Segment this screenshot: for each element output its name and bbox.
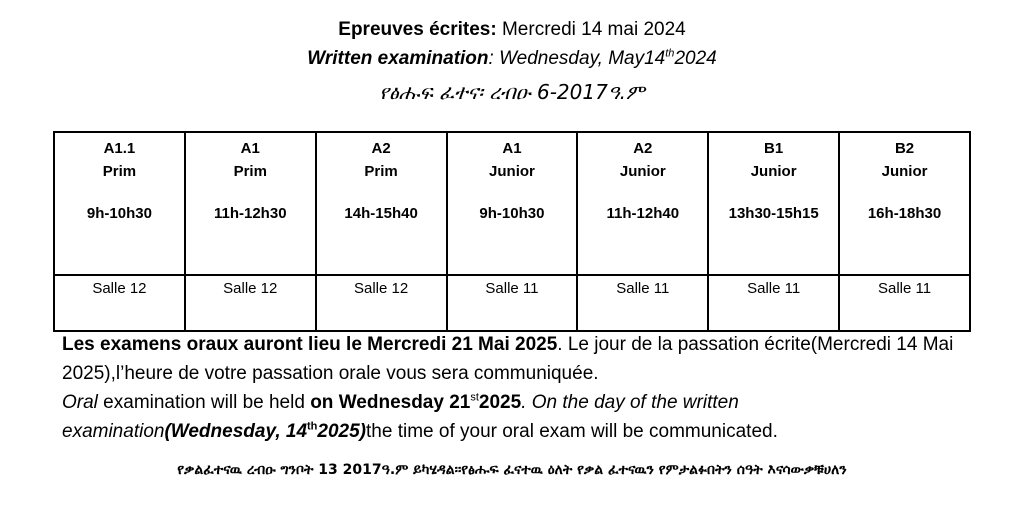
- cell-group: Prim: [364, 163, 398, 180]
- cell-level: A2: [633, 140, 653, 157]
- schedule-cell: [316, 132, 447, 275]
- notice-french-rest: . Le jour de la passation écrite(Mercredi 14 Mai 2025),l’heure de votre passation orale vous sera communiquée.: [62, 334, 954, 384]
- header-french-date: Mercredi 14 mai 2024: [496, 19, 686, 40]
- header-english: [0, 47, 1024, 71]
- notice-english-oral: Oral: [62, 392, 98, 413]
- room-cell: Salle 11: [447, 275, 578, 331]
- room-cell: Salle 11: [708, 275, 839, 331]
- schedule-cell: [577, 132, 708, 275]
- schedule-room-row: [54, 275, 970, 331]
- notice-english-end: the time of your oral exam will be communicated.: [366, 421, 778, 442]
- header-amharic: የፅሑፍ ፈተና፡ ረብዑ 6-2017ዓ.ም: [379, 80, 645, 104]
- room-cell: Salle 12: [54, 275, 185, 331]
- header-english-date: : Wednesday, May14: [488, 48, 666, 69]
- notice-english-mid: examination will be held: [97, 392, 311, 413]
- cell-group: Junior: [489, 163, 535, 180]
- schedule-cell: [54, 132, 185, 275]
- cell-level: A1.1: [103, 140, 136, 157]
- room-cell: Salle 11: [839, 275, 970, 331]
- room-cell: Salle 11: [577, 275, 708, 331]
- cell-level: A2: [371, 140, 391, 157]
- notice-english-mid2: . On the day of the written examination: [62, 392, 739, 442]
- room-cell: Salle 12: [185, 275, 316, 331]
- cell-group: Prim: [233, 163, 267, 180]
- cell-level: A1: [502, 140, 522, 157]
- cell-time: 13h30-15h15: [728, 205, 819, 222]
- cell-time: 16h-18h30: [867, 205, 942, 222]
- cell-level: B2: [894, 140, 915, 157]
- header-english-year: 2024: [674, 48, 717, 69]
- cell-time: 11h-12h40: [606, 205, 680, 222]
- notice-french-bold: Les examens oraux auront lieu le Mercredi 21 Mai 2025: [62, 334, 558, 355]
- notice-english-sup-b: th: [307, 420, 318, 433]
- header-french: [0, 18, 1024, 42]
- notice-english-sup-a: st: [470, 391, 479, 404]
- header-french-label: Epreuves écrites:: [338, 19, 497, 40]
- schedule-top-row: [54, 132, 970, 275]
- schedule-cell: [839, 132, 970, 275]
- cell-group: Junior: [750, 163, 797, 180]
- notice-english-written-b: 2025): [317, 421, 367, 442]
- cell-level: B1: [764, 140, 784, 157]
- room-cell: Salle 12: [316, 275, 447, 331]
- header-english-sup: th: [665, 47, 675, 60]
- schedule-cell: [708, 132, 839, 275]
- cell-time: 9h-10h30: [479, 205, 545, 222]
- cell-time: 11h-12h30: [213, 205, 287, 222]
- amharic-note: የቃልፈተናዉ ረብዑ ግንቦት 13 2017ዓ.ም ይካሄዳል፡፡የፅሑፍ ፈናተዉ ዕለት የቃል ፈተናዉን የምታልፉበትን ሰዓት እናሳውቃቹሀለን: [177, 462, 847, 478]
- oral-exam-notice: [62, 330, 962, 446]
- cell-time: 9h-10h30: [86, 205, 152, 222]
- schedule-table: [53, 131, 971, 332]
- schedule-cell: [185, 132, 316, 275]
- notice-english-date-a: on Wednesday 21: [310, 392, 471, 413]
- cell-group: Junior: [619, 163, 666, 180]
- cell-level: A1: [240, 140, 260, 157]
- header-english-label: Written examination: [307, 48, 489, 69]
- cell-time: 14h-15h40: [344, 205, 418, 222]
- notice-english-written-a: (Wednesday, 14: [164, 421, 308, 442]
- cell-group: Prim: [102, 163, 137, 180]
- notice-english-date-b: 2025: [478, 392, 522, 413]
- cell-group: Junior: [881, 163, 928, 180]
- schedule-cell: [447, 132, 578, 275]
